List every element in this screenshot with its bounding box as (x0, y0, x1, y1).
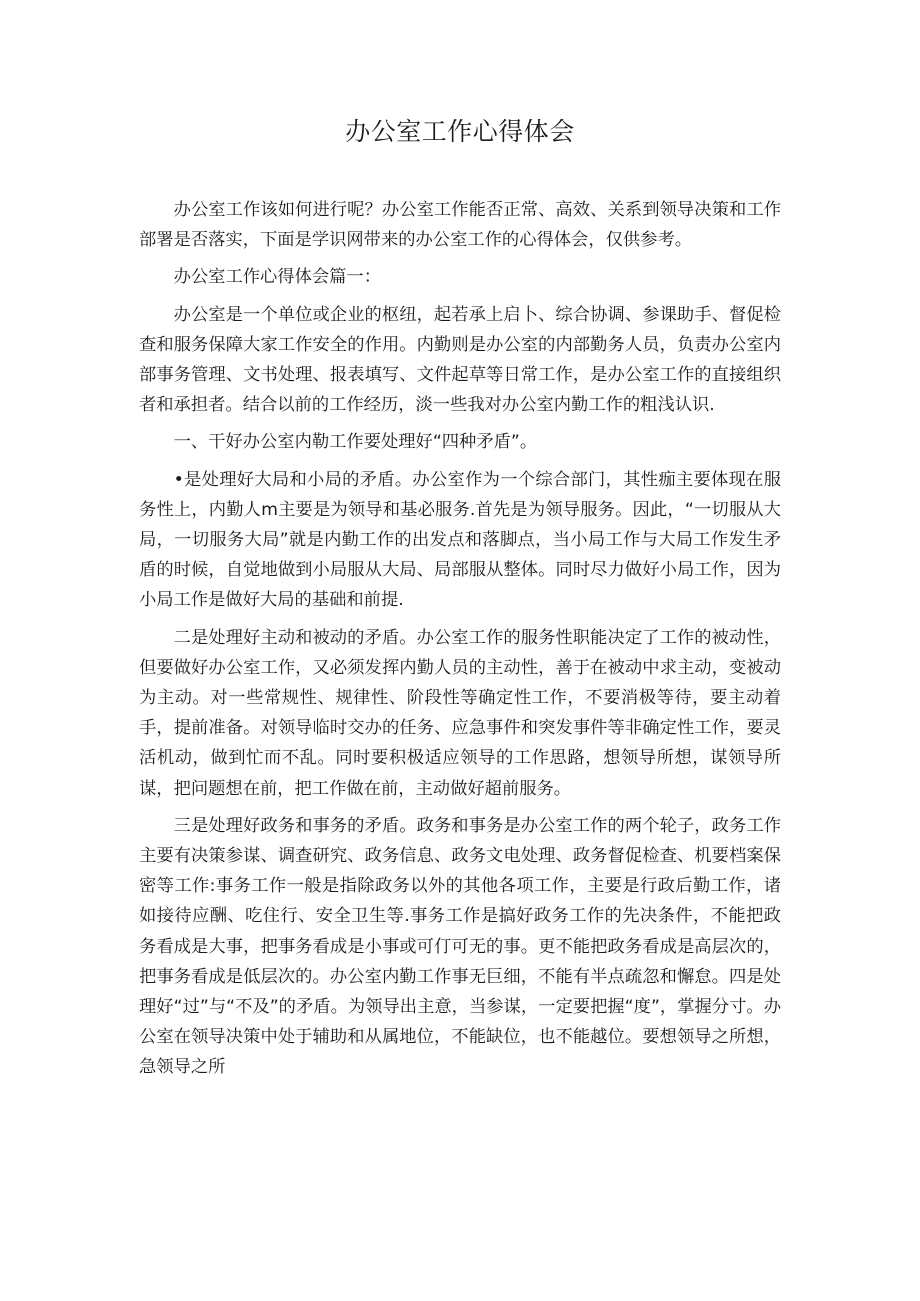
paragraph-office-role: 办公室是一个单位或企业的枢纽，起若承上启卜、综合协调、参课助手、督促检查和服务保障大家工作安全的作用。内勤则是办公室的内部勤务人员，负责办公室内部事务管理、文书处理、报表填写、文件起草等日常工作，是办公室工作的直接组织者和承担者。结合以前的工作经历，淡一些我对办公室内勤工作的粗浅认识. (139, 304, 781, 416)
document-title: 办公室工作心得体会 (345, 117, 575, 146)
paragraph-section-heading: 办公室工作心得体会篇一： (173, 267, 381, 288)
paragraph-point-three: 三是处理好政务和事务的矛盾。政务和事务是办公室工作的两个轮子，政务工作主要有决策参谋、调查研究、政务信息、政务文电处理、政务督促检查、机要档案保密等工作:事务工作一般是指除政务以外的其他各项工作，主要是行政后勤工作，诸如接待应酬、吃住行、安全卫生等.事务工作是搞好政务工作的先决条件，不能把政务看成是大事，把事务看成是小事或可仃可无的事。更不能把政务看成是高层次的，把事务看成是低层次的。办公室内勤工作事无巨细，不能有半点疏忽和懈怠。四是处理好“过”与“不及”的矛盾。为领导出主意，当参谋，一定要把握“度”，掌握分寸。办公室在领导决策中处于辅助和从属地位，不能缺位，也不能越位。要想领导之所想，急领导之所 (139, 815, 781, 1078)
paragraph-four-contradictions: 一、干好办公室内勒工作要处理好“四种矛盾”。 (173, 432, 538, 453)
paragraph-intro: 办公室工作该如何进行呢？办公室工作能否正常、高效、关系到领导决策和工作部署是否落实，下面是学识网带来的办公室工作的心得体会，仅供参考。 (139, 200, 781, 251)
paragraph-point-one: •是处理好大局和小局的矛盾。办公室作为一个综合部门，其性痂主要体现在服务性上，内勤人m主要是为领导和基必服务.首先是为领导服务。因此，“一切服从大局，一切服务大局”就是内勤工作的出发点和落脚点，当小局工作与大局工作发生矛盾的时候，自觉地做到小局服从大局、局部服从整体。同时尽力做好小局工作，因为小局工作是做好大局的基础和前提. (139, 469, 781, 611)
paragraph-point-two: 二是处理好主动和被动的矛盾。办公室工作的服务性职能决定了工作的被动性，但要做好办公室工作，又必须发挥内勤人员的主动性，善于在被动中求主动，变被动为主动。对一些常规性、规律性、阶段性等确定性工作，不要消极等待，要主动着手，提前准备。对领导临时交办的任务、应急事件和突发事件等非确定性工作，要灵活机动，做到忙而不乱。同时要积极适应领导的工作思路，想领导所想，谋领导所谋，把问题想在前，把工作做在前，主动做好超前服务。 (139, 627, 781, 799)
document-body (139, 195, 781, 1090)
